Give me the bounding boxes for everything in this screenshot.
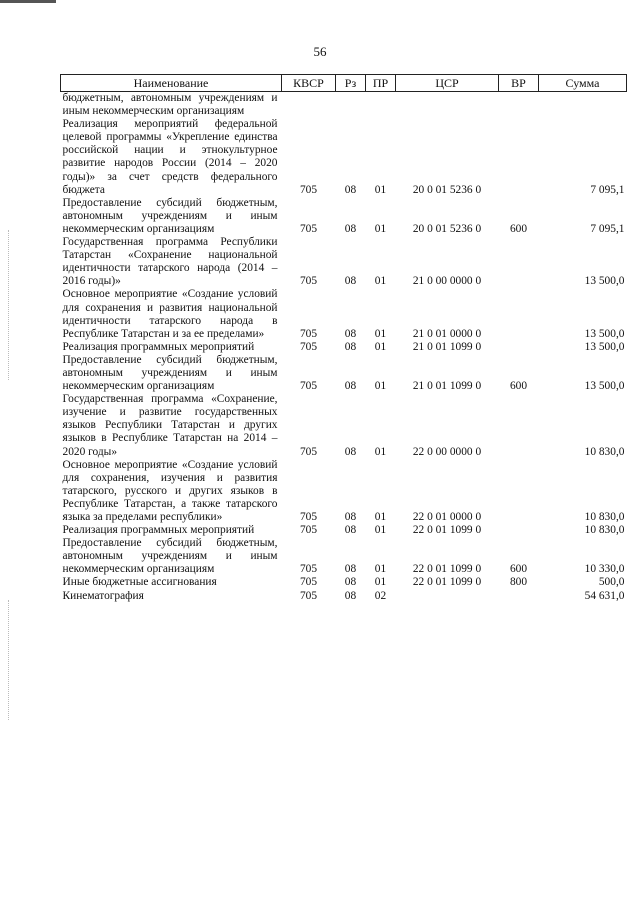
row-csr: 21 0 01 0000 0 — [412, 327, 482, 340]
row-name: Государственная программа «Сохранение, изучение и развитие государственных языков Республики Татарстан и других языков в Республике Татарстан на 2014 – 2020 годы» — [62, 393, 278, 458]
row-sum — [539, 92, 627, 119]
row-sum: 13 500,0 — [584, 327, 625, 340]
row-csr: 21 0 01 1099 0 — [412, 340, 482, 353]
row-vr — [499, 524, 539, 537]
row-sum: 500,0 — [598, 576, 625, 589]
row-name: Иные бюджетные ассигнования — [62, 576, 217, 589]
table-row — [61, 197, 627, 236]
row-rz: 08 — [344, 340, 357, 353]
row-csr: 22 0 01 1099 0 — [412, 563, 482, 576]
header-csr: ЦСР — [396, 75, 499, 92]
row-name: Реализация мероприятий федеральной целевой программы «Укрепление единства российской нации и этнокультурное развитие народов России (2014 – 2020 годы)» за счет средств федерального бюджета — [62, 118, 278, 196]
row-pr: 01 — [374, 222, 387, 235]
table-row — [61, 341, 627, 354]
row-rz: 08 — [344, 222, 357, 235]
row-vr — [499, 118, 539, 197]
row-kvsr: 705 — [299, 589, 318, 602]
row-kvsr: 705 — [299, 524, 318, 537]
row-rz: 08 — [344, 563, 357, 576]
header-rz: Рз — [336, 75, 366, 92]
table-row — [61, 288, 627, 340]
row-csr — [396, 590, 499, 603]
row-vr — [499, 92, 539, 119]
row-kvsr: 705 — [299, 445, 318, 458]
row-kvsr: 705 — [299, 327, 318, 340]
row-rz: 08 — [344, 589, 357, 602]
row-rz — [336, 92, 366, 119]
row-rz: 08 — [344, 445, 357, 458]
row-sum: 10 830,0 — [584, 524, 625, 537]
row-vr: 600 — [509, 563, 528, 576]
row-sum: 10 330,0 — [584, 563, 625, 576]
row-name: Предоставление субсидий бюджетным, автономным учреждениям и иным некоммерческим организациям — [62, 537, 278, 576]
budget-table-container — [60, 74, 626, 603]
table-row — [61, 537, 627, 576]
row-sum: 7 095,1 — [590, 222, 625, 235]
budget-table — [60, 74, 627, 603]
row-name: бюджетным, автономным учреждениям и иным некоммерческим организациям — [62, 92, 278, 118]
row-sum: 7 095,1 — [590, 183, 625, 196]
table-row — [61, 590, 627, 603]
row-rz: 08 — [344, 380, 357, 393]
row-vr: 600 — [509, 222, 528, 235]
row-pr: 01 — [374, 380, 387, 393]
table-row — [61, 524, 627, 537]
row-csr: 22 0 01 0000 0 — [412, 511, 482, 523]
row-pr: 01 — [374, 576, 387, 589]
row-name: Основное мероприятие «Создание условий для сохранения и развития национальной идентичности татарского народа в Республике Татарстан и за ее пределами» — [62, 288, 278, 340]
header-kvsr: КВСР — [282, 75, 336, 92]
row-pr: 01 — [374, 327, 387, 340]
row-pr: 01 — [374, 340, 387, 353]
row-rz: 08 — [344, 183, 357, 196]
table-row — [61, 459, 627, 524]
row-name: Кинематография — [62, 589, 144, 602]
row-vr — [499, 459, 539, 524]
page-number: 56 — [313, 44, 327, 59]
row-name: Реализация программных мероприятий — [62, 524, 255, 537]
header-pr: ПР — [366, 75, 396, 92]
row-pr: 01 — [374, 275, 387, 288]
row-csr: 20 0 01 5236 0 — [412, 183, 482, 196]
header-vr: ВР — [499, 75, 539, 92]
row-sum: 13 500,0 — [584, 340, 625, 353]
row-pr: 01 — [374, 445, 387, 458]
row-vr — [499, 590, 539, 603]
row-name: Государственная программа Республики Татарстан «Сохранение национальной идентичности татарского народа (2014 – 2016 годы)» — [62, 236, 278, 288]
row-kvsr: 705 — [299, 340, 318, 353]
row-kvsr: 705 — [299, 511, 318, 523]
row-csr: 21 0 00 0000 0 — [412, 275, 482, 288]
table-row — [61, 393, 627, 458]
row-csr: 21 0 01 1099 0 — [412, 380, 482, 393]
row-sum: 10 830,0 — [584, 511, 625, 523]
row-rz: 08 — [344, 524, 357, 537]
row-vr — [499, 393, 539, 458]
row-csr: 20 0 01 5236 0 — [412, 222, 482, 235]
row-sum: 10 830,0 — [584, 445, 625, 458]
row-name: Реализация программных мероприятий — [62, 340, 255, 353]
row-csr: 22 0 00 0000 0 — [412, 445, 482, 458]
row-vr — [499, 341, 539, 354]
row-kvsr: 705 — [299, 563, 318, 576]
row-kvsr: 705 — [299, 380, 318, 393]
scan-edge-mark — [8, 230, 10, 380]
row-pr: 01 — [374, 563, 387, 576]
row-rz: 08 — [344, 511, 357, 523]
header-sum: Сумма — [539, 75, 627, 92]
top-rule-mark — [0, 0, 56, 3]
row-kvsr: 705 — [299, 576, 318, 589]
row-vr — [499, 236, 539, 288]
row-vr: 800 — [509, 576, 528, 589]
row-rz: 08 — [344, 327, 357, 340]
row-pr — [366, 92, 396, 119]
row-csr — [396, 92, 499, 119]
table-row — [61, 92, 627, 119]
row-name: Основное мероприятие «Создание условий для сохранения, изучения и развития татарского, русского и других языков в Республике Татарстан, а также татарского языка за пределами республики» — [62, 458, 278, 523]
row-kvsr: 705 — [299, 275, 318, 288]
row-name: Предоставление субсидий бюджетным, автономным учреждениям и иным некоммерческим организациям — [62, 196, 278, 235]
row-rz: 08 — [344, 576, 357, 589]
row-vr — [499, 288, 539, 340]
row-name: Предоставление субсидий бюджетным, автономным учреждениям и иным некоммерческим организациям — [62, 353, 278, 393]
row-kvsr: 705 — [299, 183, 318, 196]
table-row — [61, 236, 627, 288]
row-pr: 01 — [374, 511, 387, 523]
row-kvsr: 705 — [299, 222, 318, 235]
table-header-row — [61, 75, 627, 92]
row-vr: 600 — [509, 380, 528, 393]
table-row — [61, 576, 627, 589]
row-csr: 22 0 01 1099 0 — [412, 524, 482, 537]
table-row — [61, 118, 627, 197]
row-pr: 01 — [374, 183, 387, 196]
row-kvsr — [282, 92, 336, 119]
row-csr: 22 0 01 1099 0 — [412, 576, 482, 589]
table-row — [61, 354, 627, 393]
row-sum: 13 500,0 — [584, 380, 625, 393]
row-pr: 02 — [374, 589, 387, 602]
row-sum: 13 500,0 — [584, 275, 625, 288]
row-rz: 08 — [344, 275, 357, 288]
row-sum: 54 631,0 — [584, 589, 625, 602]
header-name: Наименование — [61, 75, 282, 92]
scan-edge-mark — [8, 600, 10, 720]
row-pr: 01 — [374, 524, 387, 537]
